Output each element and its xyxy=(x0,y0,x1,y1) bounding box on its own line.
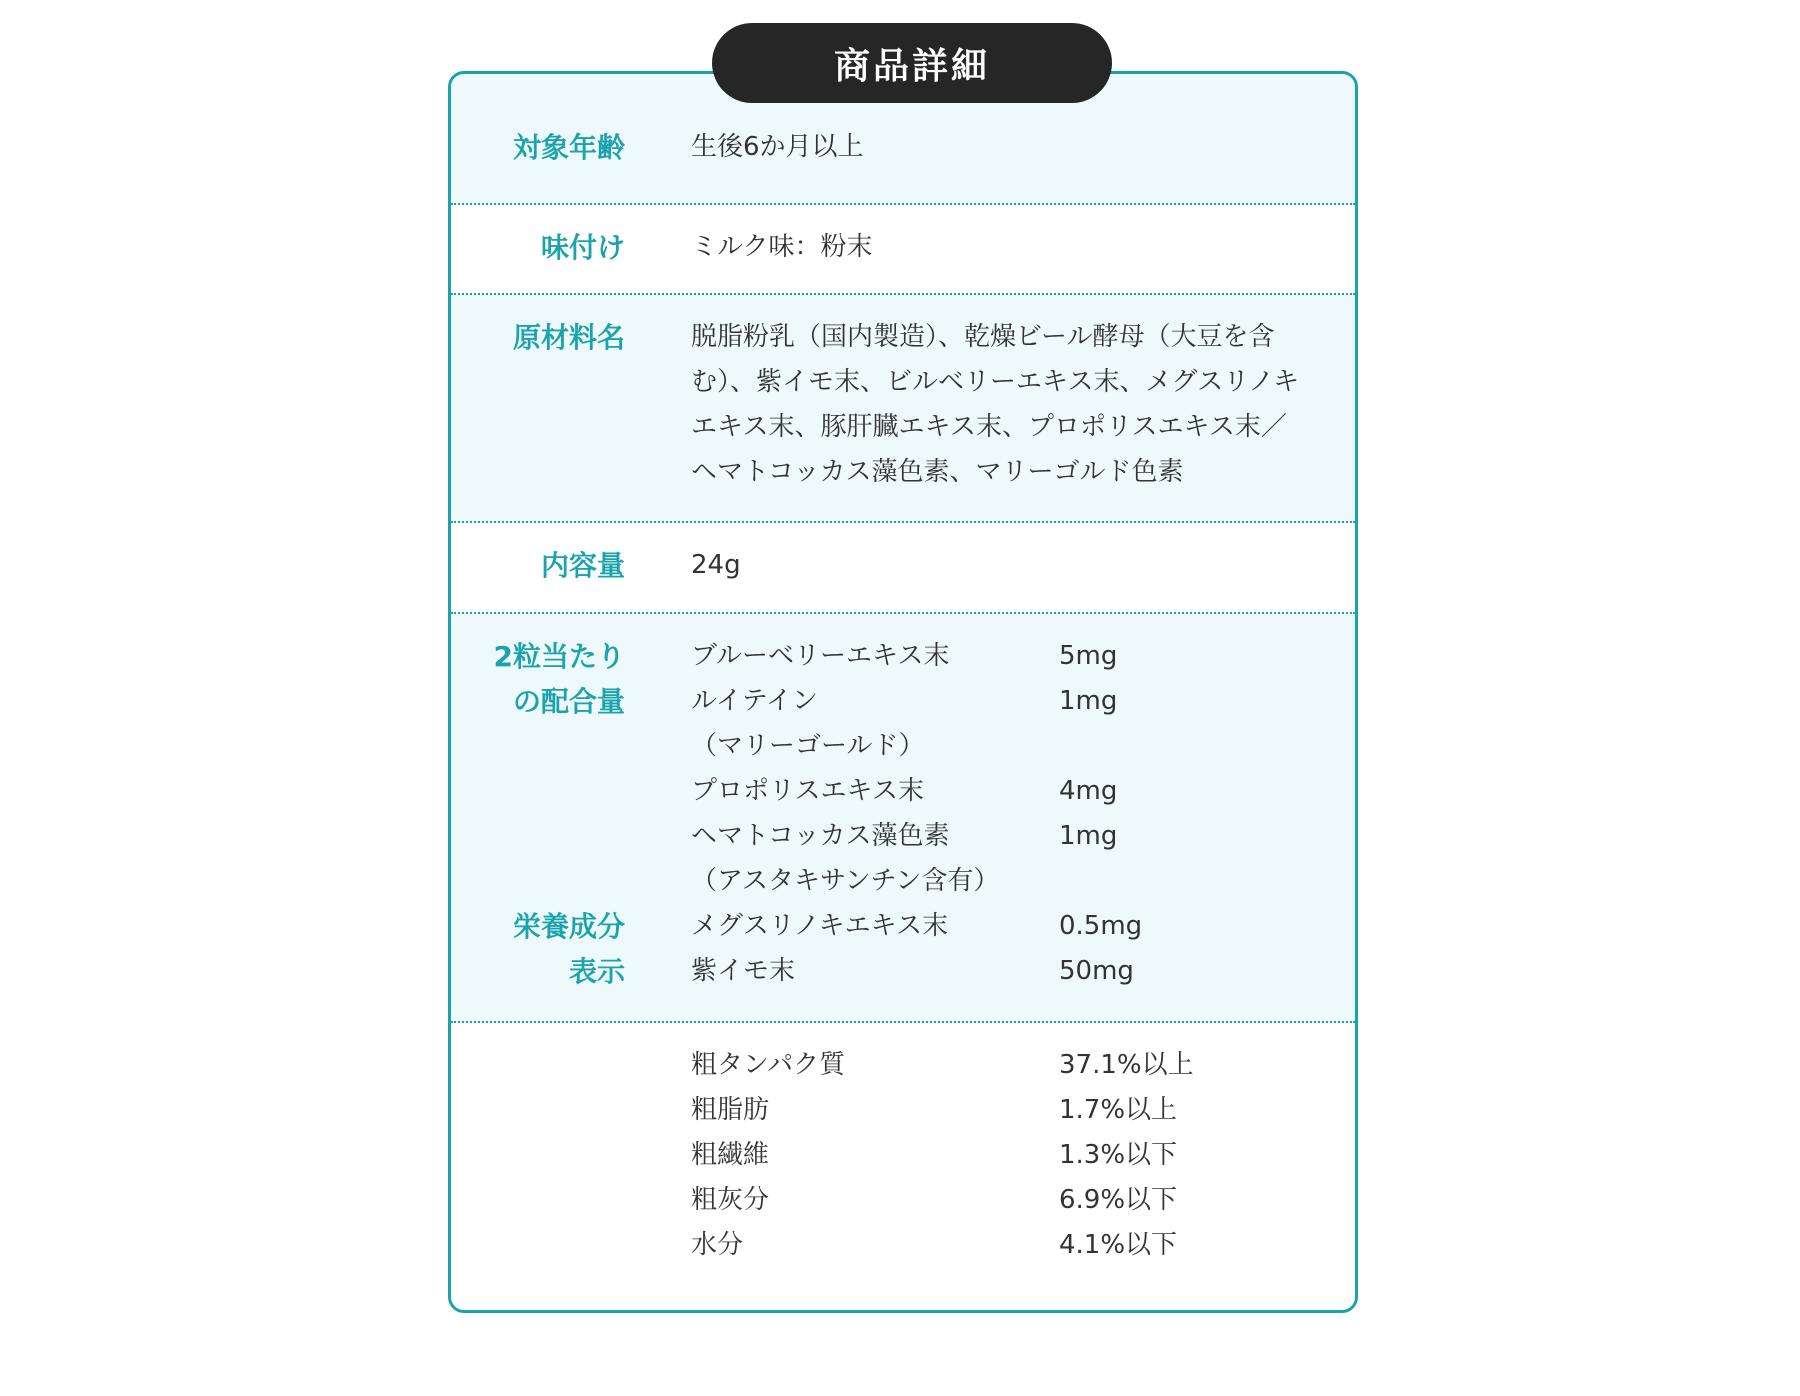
nutrition-item-amount: 1.7%以上 xyxy=(1059,1095,1178,1125)
value-target-age: 生後6か月以上 xyxy=(691,132,864,162)
label-formulation-line2: の配合量 xyxy=(512,685,625,718)
value-flavor: ミルク味：粉末 xyxy=(691,232,873,262)
nutrition-item-amount: 4.1%以下 xyxy=(1059,1230,1178,1260)
label-nutrition xyxy=(513,904,625,994)
nutrition-item-name: 粗タンパク質 xyxy=(691,1050,846,1080)
section-title xyxy=(712,23,1112,103)
formulation-item-name: ルイテイン xyxy=(691,686,818,716)
value-ingredients: 脱脂粉乳（国内製造）、乾燥ビール酵母（大豆を含む）、紫イモ末、ビルベリーエキス末、メグスリノキエキス末、豚肝臓エキス末、プロポリスエキス末／ヘマトコッカス藻色素、マリーゴルド色素 xyxy=(691,322,1300,487)
formulation-item-name: ブルーベリーエキス末 xyxy=(691,641,950,671)
formulation-item-name: （マリーゴールド） xyxy=(691,731,925,761)
formulation-item-name: メグスリノキエキス末 xyxy=(691,911,949,941)
formulation-item-amount: 1mg xyxy=(1059,821,1118,851)
row-ingredients xyxy=(451,295,1355,523)
nutrition-item-amount: 6.9%以下 xyxy=(1059,1185,1178,1215)
formulation-item-name: プロポリスエキス末 xyxy=(691,776,924,806)
formulation-item-amount: 0.5mg xyxy=(1059,911,1143,941)
label-formulation-line1: 2粒当たり xyxy=(493,640,625,673)
section-title-text: 商品詳細 xyxy=(833,45,990,87)
formulation-item-amount: 5mg xyxy=(1059,641,1118,671)
nutrition-item-name: 水分 xyxy=(691,1230,744,1260)
nutrition-item-name: 粗繊維 xyxy=(691,1140,770,1170)
nutrition-item-amount: 37.1%以上 xyxy=(1059,1050,1194,1080)
formulation-item-name: ヘマトコッカス藻色素 xyxy=(691,821,950,851)
label-target-age: 対象年齢 xyxy=(512,131,625,164)
nutrition-item-name: 粗灰分 xyxy=(691,1185,770,1215)
row-formulation xyxy=(451,614,1355,1023)
product-details-panel xyxy=(448,71,1358,1313)
row-flavor xyxy=(451,205,1355,295)
row-content xyxy=(451,523,1355,614)
row-nutrition xyxy=(451,1023,1355,1313)
label-nutrition-line2: 表示 xyxy=(568,955,625,988)
formulation-item-name: （アスタキサンチン含有） xyxy=(691,866,1000,896)
label-nutrition-line1: 栄養成分 xyxy=(512,910,625,943)
formulation-item-amount: 4mg xyxy=(1059,776,1118,806)
label-ingredients: 原材料名 xyxy=(512,321,625,354)
nutrition-item-name: 粗脂肪 xyxy=(691,1095,770,1125)
nutrition-item-amount: 1.3%以下 xyxy=(1059,1140,1178,1170)
label-flavor: 味付け xyxy=(540,231,625,264)
label-content: 内容量 xyxy=(540,549,625,582)
value-content: 24g xyxy=(691,550,741,580)
formulation-item-name: 紫イモ末 xyxy=(691,956,796,986)
formulation-item-amount: 50mg xyxy=(1059,956,1134,986)
label-formulation xyxy=(494,634,625,724)
formulation-item-amount: 1mg xyxy=(1059,686,1118,716)
